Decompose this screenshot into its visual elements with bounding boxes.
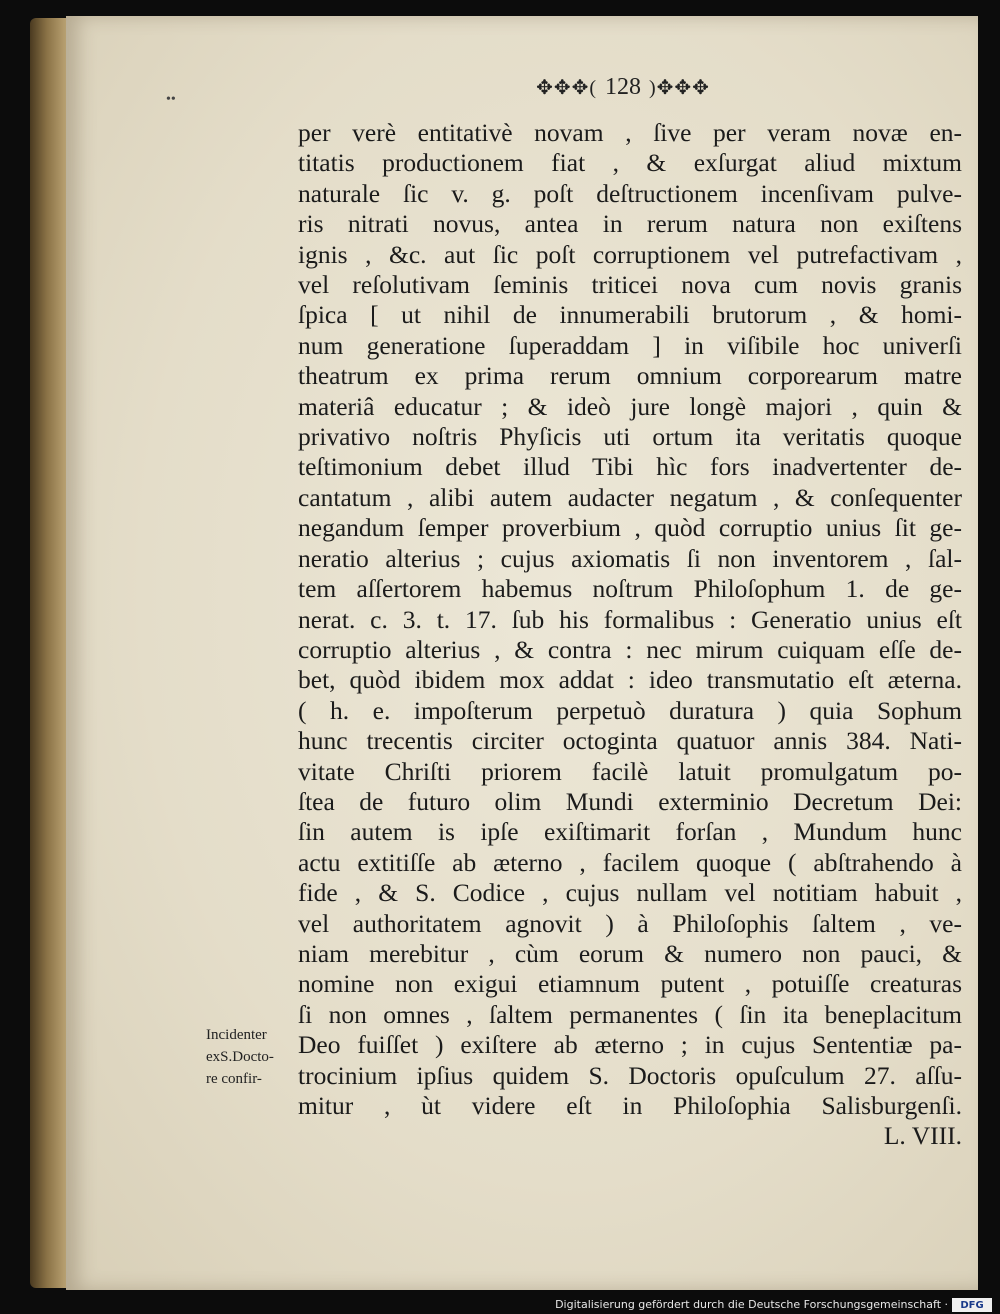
ornament-right-icon: )✥✥✥ — [649, 76, 710, 99]
marginal-note-line: exS.Docto- — [206, 1049, 274, 1065]
text-line: num generatione ſuperaddam ] in viſibile hoc univerſi — [298, 330, 962, 360]
page-number: 128 — [605, 73, 641, 100]
text-line: fide , & S. Codice , cujus nullam vel notitiam habuit , — [298, 878, 962, 908]
text-line: vel authoritatem agnovit ) à Philoſophis ſaltem , ve- — [298, 908, 962, 938]
ornament-left-icon: ✥✥✥( — [536, 76, 597, 99]
text-line: mitur , ùt videre eſt in Philoſophia Salisburgenſi. — [298, 1091, 962, 1120]
text-line: vel reſolutivam ſeminis triticei nova cum novis granis — [298, 270, 962, 300]
text-line: ſin autem is ipſe exiſtimarit forſan , Mundum hunc — [298, 817, 962, 847]
text-line: nomine non exigui etiamnum putent , potuiſſe creaturas — [298, 969, 962, 999]
catchword: L. VIII. — [883, 1121, 962, 1151]
text-line: naturale ſic v. g. poſt deſtructionem incenſivam pulve- — [298, 178, 962, 208]
text-line: materiâ educatur ; & ideò jure longè majori , quin & — [298, 391, 962, 421]
text-line: teſtimonium debet illud Tibi hìc fors inadvertenter de- — [298, 452, 962, 482]
stray-ink-mark: •• — [166, 92, 176, 107]
text-line: corruptio alterius , & contra : nec mirum cuiquam eſſe de- — [298, 634, 962, 664]
text-line: nerat. c. 3. t. 17. ſub his formalibus : Generatio unius eſt — [298, 604, 962, 634]
text-line: per verè entitativè novam , ſive per veram novæ en- — [298, 118, 962, 147]
footer-credit: Digitalisierung gefördert durch die Deutsche Forschungsgemeinschaft · — [555, 1298, 948, 1311]
text-line: negandum ſemper proverbium , quòd corruptio unius ſit ge- — [298, 513, 962, 543]
dfg-logo-icon: DFG — [952, 1298, 992, 1312]
text-line: actu extitiſſe ab æterno , facilem quoque ( abſtrahendo à — [298, 847, 962, 877]
text-line: niam merebitur , cùm eorum & numero non pauci, & — [298, 938, 962, 968]
text-line: ( h. e. impoſterum perpetuò duratura ) quia Sophum — [298, 695, 962, 725]
text-line: ignis , &c. aut ſic poſt corruptionem vel putrefactivam , — [298, 239, 962, 269]
body-text — [298, 118, 962, 1152]
marginal-note — [206, 1024, 298, 1090]
text-line: ſi non omnes , ſaltem permanentes ( ſin ita beneplacitum — [298, 999, 962, 1029]
text-line: vitate Chriſti priorem facilè latuit promulgatum po- — [298, 756, 962, 786]
text-line: neratio alterius ; cujus axiomatis ſi non inventorem , ſal- — [298, 543, 962, 573]
text-line: privativo noſtris Phyſicis uti ortum ita veritatis quoque — [298, 422, 962, 452]
text-line: tem aſſertorem habemus noſtrum Philoſophum 1. de ge- — [298, 574, 962, 604]
text-line: theatrum ex prima rerum omnium corporearum matre — [298, 361, 962, 391]
text-line: ris nitrati novus, antea in rerum natura non exiſtens — [298, 209, 962, 239]
marginal-note-line: re confir- — [206, 1071, 262, 1087]
page-header — [528, 70, 718, 104]
text-line: trocinium ipſius quidem S. Doctoris opuſculum 27. aſſu- — [298, 1060, 962, 1090]
marginal-note-line: Incidenter — [206, 1027, 267, 1043]
text-line: bet, quòd ibidem mox addat : ideo transmutatio eſt æterna. — [298, 665, 962, 695]
text-line: hunc trecentis circiter octoginta quatuor annis 384. Nati- — [298, 726, 962, 756]
text-line: ſpica [ ut nihil de innumerabili brutorum , & homi- — [298, 300, 962, 330]
text-line: ſtea de futuro olim Mundi exterminio Decretum Dei: — [298, 786, 962, 816]
text-line: Deo fuiſſet ) exiſtere ab æterno ; in cujus Sententiæ pa- — [298, 1030, 962, 1060]
text-line: titatis productionem fiat , & exſurgat aliud mixtum — [298, 148, 962, 178]
text-line: cantatum , alibi autem audacter negatum , & conſequenter — [298, 482, 962, 512]
